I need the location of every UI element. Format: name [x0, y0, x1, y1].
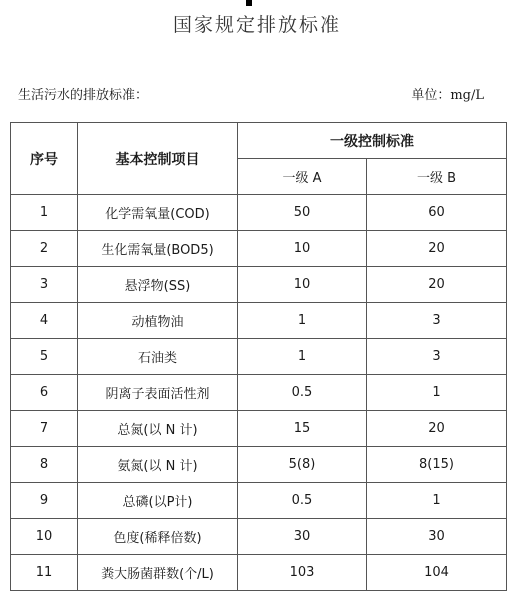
cell-grade-b: 3 [367, 339, 507, 375]
cell-seq: 5 [11, 339, 78, 375]
cell-grade-a: 10 [238, 267, 367, 303]
cell-seq: 9 [11, 483, 78, 519]
cell-grade-b: 30 [367, 519, 507, 555]
cell-grade-a: 103 [238, 555, 367, 591]
cell-item: 氨氮(以 N 计) [78, 447, 238, 483]
cell-grade-b: 1 [367, 483, 507, 519]
cell-grade-a: 0.5 [238, 375, 367, 411]
cell-item: 总磷(以P计) [78, 483, 238, 519]
cell-grade-a: 15 [238, 411, 367, 447]
cell-item: 石油类 [78, 339, 238, 375]
cell-grade-b: 20 [367, 267, 507, 303]
cell-grade-a: 50 [238, 195, 367, 231]
table-row [11, 267, 507, 303]
header-grade-a: 一级 A [238, 159, 367, 195]
cell-grade-b: 1 [367, 375, 507, 411]
cell-seq: 8 [11, 447, 78, 483]
cell-grade-b: 20 [367, 411, 507, 447]
sub-header [18, 84, 484, 103]
cell-seq: 7 [11, 411, 78, 447]
cell-grade-b: 20 [367, 231, 507, 267]
cell-grade-b: 104 [367, 555, 507, 591]
cell-seq: 10 [11, 519, 78, 555]
cell-item: 总氮(以 N 计) [78, 411, 238, 447]
cell-grade-a: 10 [238, 231, 367, 267]
cell-grade-a: 30 [238, 519, 367, 555]
cell-item: 色度(稀释倍数) [78, 519, 238, 555]
header-grade-b: 一级 B [367, 159, 507, 195]
cell-item: 粪大肠菌群数(个/L) [78, 555, 238, 591]
cell-seq: 2 [11, 231, 78, 267]
table-row [11, 447, 507, 483]
table-row [11, 375, 507, 411]
cell-item: 生化需氧量(BOD5) [78, 231, 238, 267]
cell-seq: 4 [11, 303, 78, 339]
cell-grade-a: 0.5 [238, 483, 367, 519]
header-seq: 序号 [11, 123, 78, 195]
cell-item: 悬浮物(SS) [78, 267, 238, 303]
table-row [11, 339, 507, 375]
cell-seq: 3 [11, 267, 78, 303]
page-title: 国家规定排放标准 [172, 14, 341, 36]
table-row [11, 303, 507, 339]
table-row [11, 195, 507, 231]
cell-grade-b: 3 [367, 303, 507, 339]
standards-table [10, 122, 507, 591]
cell-item: 化学需氧量(COD) [78, 195, 238, 231]
subtitle: 生活污水的排放标准： [18, 88, 149, 103]
cell-seq: 1 [11, 195, 78, 231]
table-row [11, 231, 507, 267]
cell-item: 阴离子表面活性剂 [78, 375, 238, 411]
unit-label: 单位：mg/L [411, 88, 484, 103]
cell-seq: 6 [11, 375, 78, 411]
table-body [11, 195, 507, 591]
cell-seq: 11 [11, 555, 78, 591]
cell-grade-a: 1 [238, 303, 367, 339]
cell-grade-a: 1 [238, 339, 367, 375]
cell-grade-b: 8(15) [367, 447, 507, 483]
top-mark [246, 0, 252, 6]
cell-item: 动植物油 [78, 303, 238, 339]
cell-grade-b: 60 [367, 195, 507, 231]
table-row [11, 411, 507, 447]
header-item: 基本控制项目 [78, 123, 238, 195]
cell-grade-a: 5(8) [238, 447, 367, 483]
header-group: 一级控制标准 [238, 123, 507, 159]
table-row [11, 483, 507, 519]
table-row [11, 519, 507, 555]
table-row [11, 555, 507, 591]
